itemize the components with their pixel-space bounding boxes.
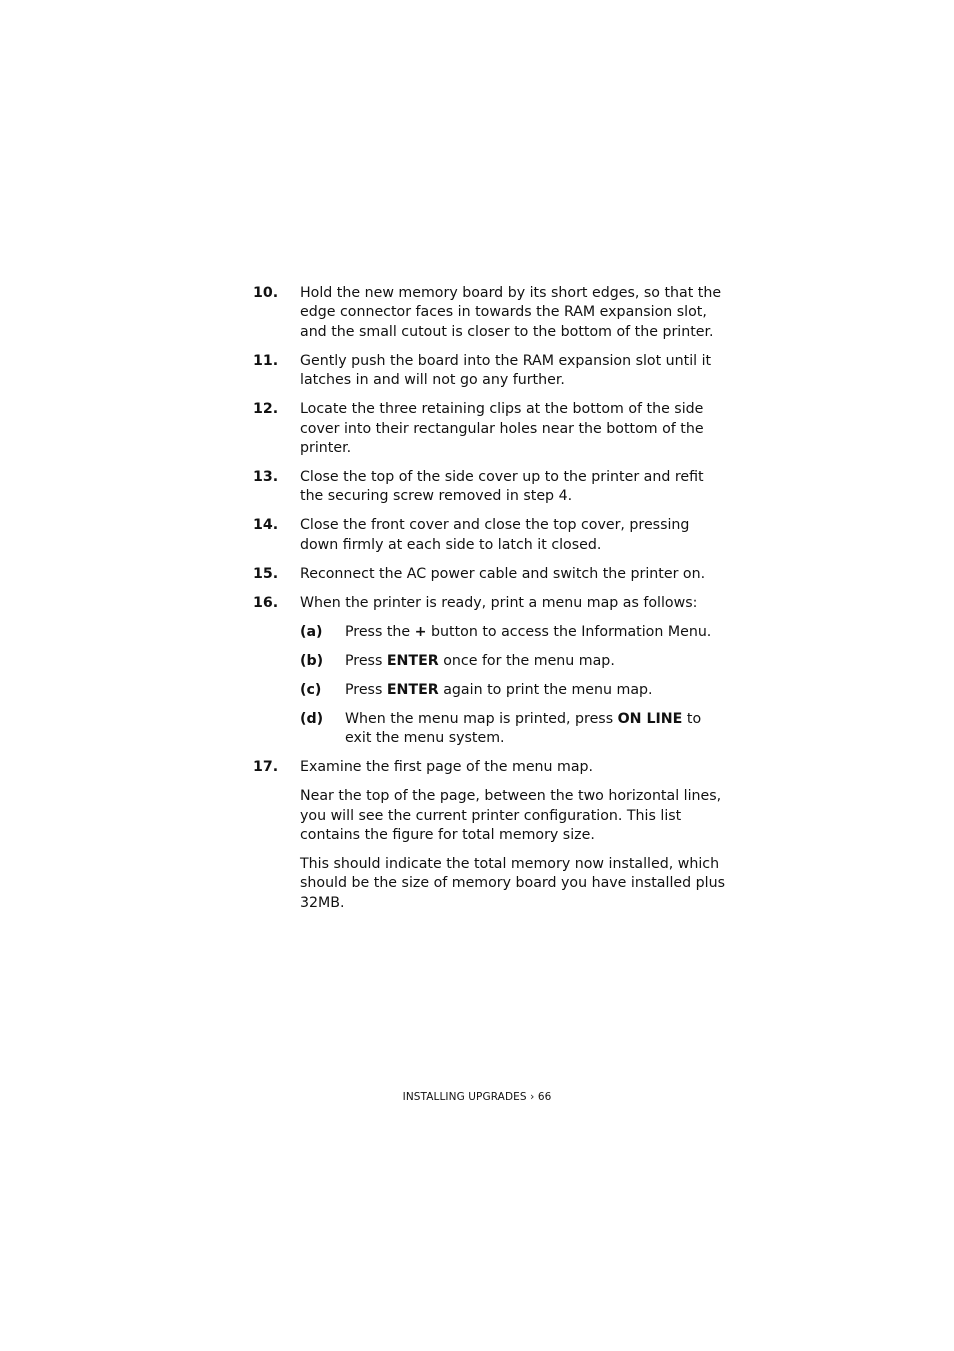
step-number: 17. [253, 759, 279, 776]
step-14 [253, 516, 728, 555]
enter-key-name: ENTER [386, 681, 439, 698]
step-number: 15. [253, 565, 279, 582]
step-11 [253, 352, 728, 391]
substep-text-pre: Press [345, 652, 387, 669]
step-text: Locate the three retaining clips at the bottom of the side cover into their rectangular holes near the bottom of the printer. [300, 401, 704, 457]
page-footer: INSTALLING UPGRADES › 66 [402, 1091, 552, 1103]
step-number: 11. [253, 352, 279, 369]
substep-text [345, 623, 728, 642]
step-13 [253, 468, 728, 507]
step-17 [253, 758, 728, 777]
substep-label: (a) [300, 623, 323, 640]
step-text: Gently push the board into the RAM expansion slot until it latches in and will not go any further. [300, 352, 712, 389]
step-number: 14. [253, 517, 279, 534]
substep-d [300, 710, 728, 749]
step-number: 12. [253, 401, 279, 418]
substep-b [300, 652, 728, 671]
substep-label: (d) [300, 710, 324, 727]
substep-text [345, 652, 728, 671]
step-number: 13. [253, 469, 279, 486]
substep-text-pre: When the menu map is printed, press [345, 710, 618, 727]
substep-text [345, 710, 728, 749]
step-text: Reconnect the AC power cable and switch the printer on. [300, 565, 706, 582]
substep-c [300, 681, 728, 700]
substep-label: (b) [300, 652, 324, 669]
substep-text-pre: Press [345, 681, 387, 698]
step-number: 10. [253, 285, 279, 301]
step-number: 16. [253, 594, 279, 611]
online-key-name: ON LINE [617, 710, 683, 727]
substep-text-post: again to print the menu map. [438, 681, 653, 698]
step-16 [253, 594, 728, 613]
step-text: Examine the first page of the menu map. [300, 759, 594, 776]
step-17-paragraph-2: This should indicate the total memory now installed, which should be the size of memory board you have installed plus 32MB. [300, 856, 725, 911]
step-10 [253, 284, 728, 342]
substep-a [300, 623, 728, 642]
substep-text-post: to exit the menu system. [345, 710, 702, 747]
plus-key-name: + [414, 623, 427, 640]
instructions-body [253, 284, 728, 923]
step-text: Close the top of the side cover up to the printer and refit the securing screw removed in step 4. [300, 469, 704, 505]
step-12 [253, 400, 728, 458]
step-text: Close the front cover and close the top cover, pressing down firmly at each side to latch it closed. [300, 517, 690, 553]
step-17-paragraph-1: Near the top of the page, between the two horizontal lines, you will see the current printer configuration. This list contains the figure for total memory size. [300, 788, 722, 844]
substep-text-post: button to access the Information Menu. [426, 623, 712, 640]
step-15 [253, 565, 728, 584]
substep-text [345, 681, 728, 700]
substep-label: (c) [300, 681, 322, 698]
substep-text-pre: Press the [345, 623, 415, 640]
step-text: When the printer is ready, print a menu map as follows: [300, 594, 698, 611]
substep-text-post: once for the menu map. [438, 652, 615, 669]
enter-key-name: ENTER [386, 652, 439, 669]
step-text: Hold the new memory board by its short edges, so that the edge connector faces in towards the RAM expansion slot, and the small cutout is closer to the bottom of the printer. [300, 285, 722, 340]
